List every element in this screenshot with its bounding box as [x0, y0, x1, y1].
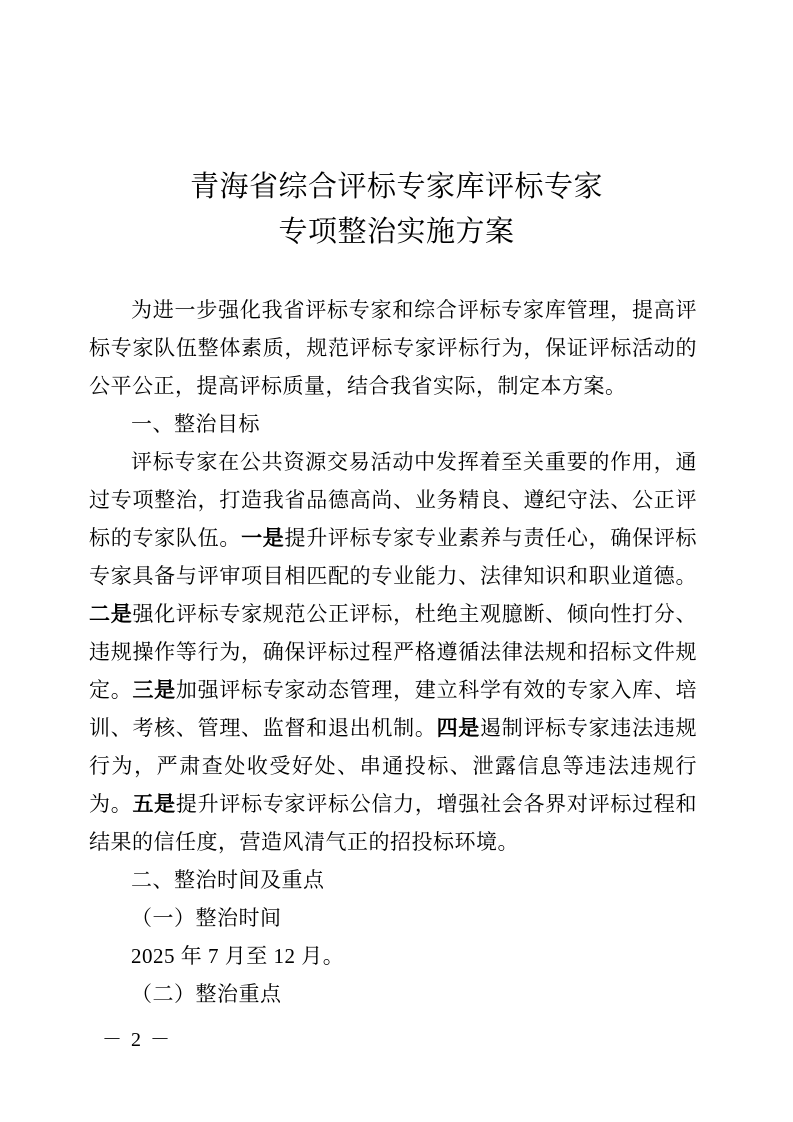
bold-marker-sishi: 四是 — [436, 716, 481, 740]
text-segment: 提升评标专家评标公信力，增强社会各界对评标过程和结果的信任度，营造风清气正的招投标环境。 — [89, 792, 698, 854]
sub-heading-focus: （二）整治重点 — [131, 982, 282, 1006]
time-paragraph: 2025 年 7 月至 12 月。 — [131, 944, 345, 968]
bold-marker-sanshi: 三是 — [132, 678, 176, 702]
intro-paragraph: 为进一步强化我省评标专家和综合评标专家库管理，提高评标专家队伍整体素质，规范评标专家评标行为，保证评标活动的公平公正，提高评标质量，结合我省实际，制定本方案。 — [89, 298, 697, 398]
sub-heading-time: （一）整治时间 — [131, 906, 282, 930]
goals-paragraph — [89, 443, 697, 861]
section-heading-1: 一、整治目标 — [131, 412, 260, 436]
text-segment: 强化评标专家规范公正评标，杜绝主观臆断、倾向性打分、违规操作等行为，确保评标过程严格遵循法律法规和招标文件规定。 — [89, 602, 698, 702]
text-segment: 加强评标专家动态管理，建立科学有效的专家入库、培训、考核、管理、监督和退出机制。 — [89, 678, 698, 740]
section-heading-2: 二、整治时间及重点 — [131, 868, 325, 892]
bold-marker-wushi: 五是 — [132, 792, 176, 816]
document-body — [89, 291, 697, 1013]
page-number: － 2 － — [102, 1029, 172, 1051]
text-segment: 遏制评标专家违法违规行为，严肃查处收受好处、串通投标、泄露信息等违法违规行为。 — [89, 716, 698, 816]
text-segment: 评标专家在公共资源交易活动中发挥着至关重要的作用，通过专项整治，打造我省品德高尚、业务精良、遵纪守法、公正评标的专家队伍。 — [89, 450, 697, 550]
document-title — [0, 0, 793, 255]
bold-marker-yishi: 一是 — [241, 526, 285, 550]
text-segment: 提升评标专家专业素养与责任心，确保评标专家具备与评审项目相匹配的专业能力、法律知识和职业道德。 — [89, 526, 698, 588]
document-title-line-1: 青海省综合评标专家库评标专家 — [189, 171, 603, 203]
document-title-line-2: 专项整治实施方案 — [278, 216, 515, 248]
bold-marker-ershi: 二是 — [89, 602, 133, 626]
